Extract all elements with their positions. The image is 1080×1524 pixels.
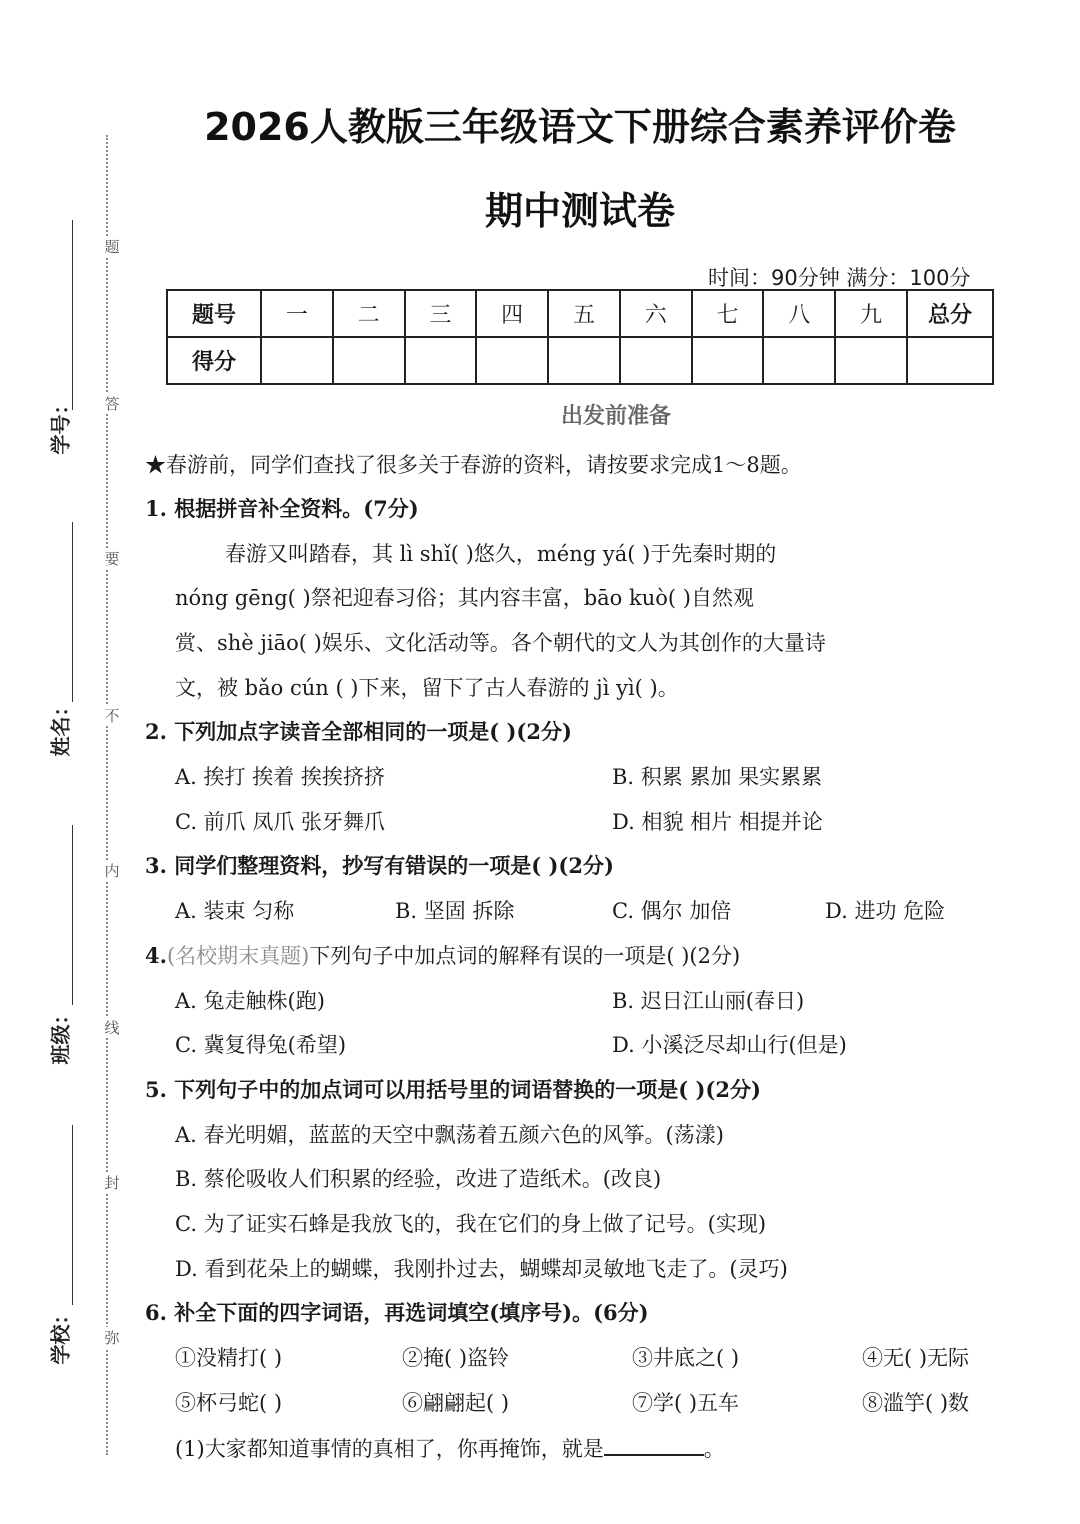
class-label: 班级：	[48, 1004, 73, 1065]
score-input-cell[interactable]	[692, 337, 764, 384]
score-table-header-row	[167, 290, 993, 337]
question-2-option-a[interactable]: A. 挨打 挨着 挨挨挤挤	[175, 765, 385, 789]
question-2-title: 2. 下列加点字读音全部相同的一项是( )(2分)	[145, 719, 572, 744]
question-4-option-a[interactable]: A. 兔走触株(跑)	[175, 989, 325, 1013]
score-table-cell: 七	[692, 290, 764, 337]
binding-char: 封	[102, 1172, 122, 1193]
question-2-option-d[interactable]: D. 相貌 相片 相提并论	[612, 810, 823, 834]
binding-char: 内	[102, 860, 122, 881]
exam-meta: 时间：90分钟 满分：100分	[708, 266, 971, 290]
binding-dotted-line	[106, 135, 108, 1455]
question-5-option-a[interactable]: A. 春光明媚，蓝蓝的天空中飘荡着五颜六色的风筝。(荡漾)	[175, 1123, 724, 1147]
exam-title: 2026人教版三年级语文下册综合素养评价卷	[204, 105, 956, 149]
question-3-option-d[interactable]: D. 进功 危险	[825, 899, 946, 923]
score-table-cell: 八	[763, 290, 835, 337]
question-6-sentence-1	[175, 1433, 725, 1463]
sentence-text: (1)大家都知道事情的真相了，你再掩饰，就是	[175, 1437, 604, 1461]
question-3-option-c[interactable]: C. 偶尔 加倍	[612, 899, 732, 923]
idiom-item[interactable]: ⑥翩翩起( )	[402, 1391, 510, 1415]
question-1-line: 春游又叫踏春，其 lì shǐ( )悠久，méng yá( )于先秦时期的	[225, 542, 777, 566]
score-table-cell: 得分	[167, 337, 261, 384]
score-input-cell[interactable]	[835, 337, 907, 384]
name-field[interactable]	[44, 522, 74, 772]
score-table-cell: 一	[261, 290, 333, 337]
question-5-option-d[interactable]: D. 看到花朵上的蝴蝶，我刚扑过去，蝴蝶却灵敏地飞走了。(灵巧)	[175, 1257, 788, 1281]
idiom-item[interactable]: ④无( )无际	[862, 1346, 970, 1370]
score-table-cell: 总分	[907, 290, 993, 337]
score-table-score-row	[167, 337, 993, 384]
score-input-cell[interactable]	[476, 337, 548, 384]
score-table-cell: 题号	[167, 290, 261, 337]
question-4-option-c[interactable]: C. 冀复得兔(希望)	[175, 1033, 347, 1057]
score-input-cell[interactable]	[405, 337, 477, 384]
sentence-end: 。	[703, 1437, 725, 1461]
idiom-item[interactable]: ②掩( )盗铃	[402, 1346, 510, 1370]
intro-text: ★春游前，同学们查找了很多关于春游的资料，请按要求完成1～8题。	[145, 453, 802, 477]
question-4-option-d[interactable]: D. 小溪泛尽却山行(但是)	[612, 1033, 847, 1057]
student-id-label: 学号：	[48, 394, 73, 455]
score-table-cell: 五	[548, 290, 620, 337]
question-5-option-b[interactable]: B. 蔡伦吸收人们积累的经验，改进了造纸术。(改良)	[175, 1167, 662, 1191]
score-input-cell[interactable]	[620, 337, 692, 384]
binding-char: 线	[102, 1017, 122, 1038]
score-input-cell[interactable]	[548, 337, 620, 384]
answer-blank[interactable]	[604, 1436, 704, 1456]
idiom-item[interactable]: ①没精打( )	[175, 1346, 283, 1370]
school-label: 学校：	[48, 1304, 73, 1365]
idiom-item[interactable]: ⑤杯弓蛇( )	[175, 1391, 283, 1415]
score-input-cell[interactable]	[763, 337, 835, 384]
binding-char: 不	[102, 705, 122, 726]
score-input-cell[interactable]	[907, 337, 993, 384]
question-1-line: nóng gēng( )祭祀迎春习俗；其内容丰富，bāo kuò( )自然观	[175, 586, 754, 610]
binding-char: 弥	[102, 1327, 122, 1348]
score-table-cell: 三	[405, 290, 477, 337]
question-2-option-c[interactable]: C. 前爪 凤爪 张牙舞爪	[175, 810, 386, 834]
question-4-option-b[interactable]: B. 迟日江山丽(春日)	[612, 989, 805, 1013]
question-3-title: 3. 同学们整理资料，抄写有错误的一项是( )(2分)	[145, 853, 614, 878]
idiom-item[interactable]: ⑧滥竽( )数	[862, 1391, 970, 1415]
idiom-item[interactable]: ⑦学( )五车	[632, 1391, 740, 1415]
score-table-cell: 二	[333, 290, 405, 337]
exam-subtitle: 期中测试卷	[484, 189, 675, 233]
question-2-option-b[interactable]: B. 积累 累加 果实累累	[612, 765, 823, 789]
question-3-option-b[interactable]: B. 坚固 拆除	[395, 899, 515, 923]
question-4-text: 下列句子中加点词的解释有误的一项是( )(2分)	[309, 944, 741, 968]
score-table-cell: 四	[476, 290, 548, 337]
question-5-title: 5. 下列句子中的加点词可以用括号里的词语替换的一项是( )(2分)	[145, 1077, 761, 1102]
question-5-option-c[interactable]: C. 为了证实石蜂是我放飞的，我在它们的身上做了记号。(实现)	[175, 1212, 767, 1236]
question-3-option-a[interactable]: A. 装束 匀称	[175, 899, 295, 923]
score-input-cell[interactable]	[333, 337, 405, 384]
score-table-cell: 六	[620, 290, 692, 337]
question-4-number: 4.	[145, 943, 167, 968]
question-1-line: 文，被 bǎo cún ( )下来，留下了古人春游的 jì yì( )。	[175, 676, 679, 700]
question-4-tag: (名校期末真题)	[166, 944, 310, 968]
binding-char: 要	[102, 548, 122, 569]
question-4-title	[145, 940, 740, 970]
question-6-title: 6. 补全下面的四字词语，再选词填空(填序号)。(6分)	[145, 1300, 649, 1325]
school-field[interactable]	[44, 1125, 74, 1370]
class-field[interactable]	[44, 825, 74, 1070]
section-title: 出发前准备	[560, 403, 671, 429]
score-table-cell: 九	[835, 290, 907, 337]
binding-char: 题	[102, 236, 122, 257]
score-table	[166, 289, 994, 385]
question-1-title: 1. 根据拼音补全资料。(7分)	[145, 496, 419, 521]
binding-char: 答	[102, 393, 122, 414]
question-1-line: 赏、shè jiāo( )娱乐、文化活动等。各个朝代的文人为其创作的大量诗	[175, 631, 826, 655]
idiom-item[interactable]: ③井底之( )	[632, 1346, 740, 1370]
score-input-cell[interactable]	[261, 337, 333, 384]
name-label: 姓名：	[48, 696, 73, 757]
